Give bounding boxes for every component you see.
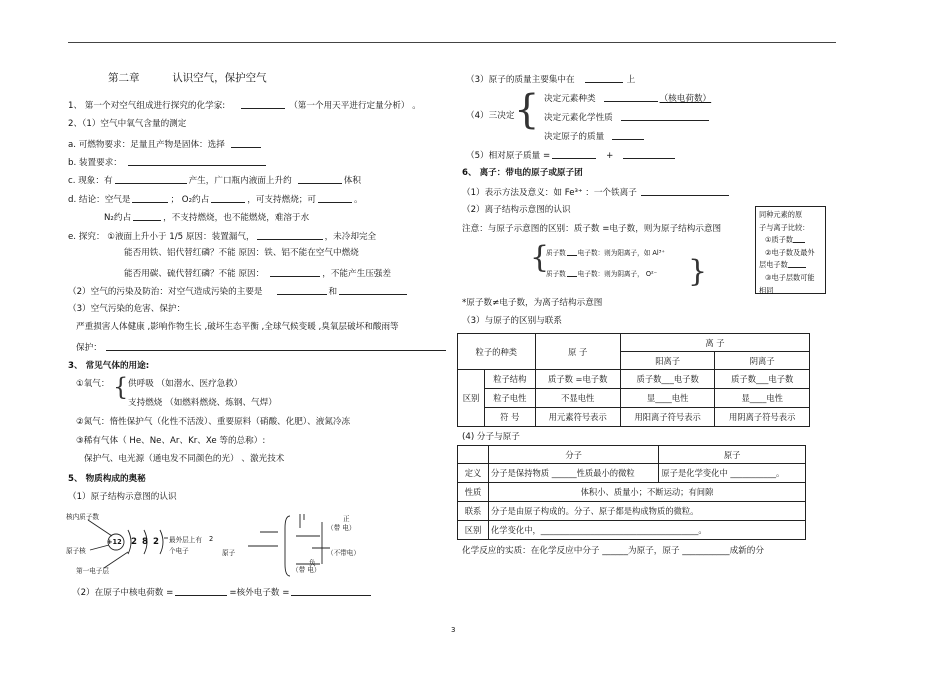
label-negative: 负 [309, 559, 316, 567]
line-5: c. 现象：有 产生，广口瓶内液面上升约 体积 [68, 176, 361, 186]
r-line-7: （1）表示方法及意义：如 Fe³⁺ ：一个铁离子 [462, 186, 729, 199]
line-16: ①氧气： [76, 379, 110, 389]
r-line-4: 决定原子的质量 [544, 130, 644, 143]
r-line-3a: （4）三决定 [466, 111, 515, 121]
line-13: 严重损害人体健康 ,影响作物生长 ,破坏生态平衡 ,全球气候变暖 ,臭氧层破坏和酸雨等 [76, 322, 399, 332]
r-line-13: （3）与原子的区别与联系 [462, 316, 562, 326]
label-outer: 最外层上有 [169, 536, 202, 544]
th-atom-2: 原子 [659, 446, 806, 464]
line-23: （2）在原子中核电荷数 = =核外电子数 = [72, 586, 371, 599]
table-cell: 符 号 [485, 408, 536, 427]
line-17: 支持燃烧 （如燃料燃烧、炼钢、气焊） [128, 398, 277, 408]
line-9: 能否用铁、铝代替红磷？不能 原因：铁、铝不能在空气中燃烧 [124, 248, 359, 258]
line-10: 能否用碳、硫代替红磷？不能 原因： ，不能产生压强差 [124, 269, 391, 279]
table-cell: 体积小、质量小；不断运动；有间隙 [489, 483, 806, 502]
label-neutral: （不带电） [327, 549, 360, 557]
label-negative-paren: （带 电） [292, 566, 321, 574]
th-molecule: 分子 [489, 446, 659, 464]
ion-brace-left: { [530, 240, 550, 275]
th-cation: 阳离子 [620, 352, 715, 370]
line-15: 3、 常见气体的用途: [68, 361, 150, 371]
r-line-8: （2）离子结构示意图的认识 [462, 205, 571, 215]
table-cell: 原子是化学变化中 ___________。 [659, 464, 806, 483]
r-line-2: 决定元素种类 （核电荷数） [544, 94, 712, 104]
table-cell: 分子是由原子构成的。分子、原子都是构成物质的微粒。 [489, 502, 806, 521]
line-4: b. 装置要求： [68, 156, 266, 169]
table-cell: 显____电性 [620, 389, 715, 408]
label-charge: +12 [107, 538, 122, 546]
chapter-title [108, 73, 267, 84]
header-rule [68, 42, 836, 43]
three-decide-brace: { [514, 87, 540, 133]
line-1: 1、 第一个对空气组成进行探究的化学家: （第一个用天平进行定量分析） 。 [68, 101, 421, 111]
table-cell: 显____电性 [715, 389, 810, 408]
line-2: 2、（1）空气中氧气含量的测定 [68, 119, 187, 129]
line-20: 保护气、电光源（通电发不同颜色的光） 、激光技术 [84, 454, 285, 464]
table-cell: 用阳离子符号表示 [620, 408, 715, 427]
th-kind: 粒子的种类 [458, 334, 536, 370]
label-positive-paren: （带 电） [327, 524, 356, 532]
table-cell: 粒子电性 [485, 389, 536, 408]
r-line-6: 6、 离子：带电的原子或原子团 [462, 168, 583, 178]
label-shells: 2 8 2 [131, 537, 160, 547]
line-14: 保护： [76, 341, 446, 354]
r-line-1: （3）原子的质量主要集中在 上 [466, 75, 636, 85]
td-diff: 区别 [458, 370, 485, 427]
table-cell: 用元素符号表示 [535, 408, 620, 427]
table-cell: 质子数 =电子数 [535, 370, 620, 389]
label-nucleus: 原子核 [66, 547, 86, 555]
line-21: 5、 物质构成的奥秘 [68, 474, 146, 484]
table-cell: 质子数___电子数 [620, 370, 715, 389]
oxygen-brace: { [113, 373, 129, 401]
shell-arc-3 [160, 530, 163, 554]
line-3: a. 可燃物要求：足量且产物是固体：选择 [68, 138, 261, 151]
r-line-11: 质子数 电子数：则为阴离子， O²⁻ [546, 270, 658, 278]
table-cell: 定义 [458, 464, 489, 483]
table-cell: 化学变化中，______________________________________。 [489, 521, 806, 540]
label-outer-num: 2 [209, 535, 214, 543]
label-first-layer: 第一电子层 [76, 567, 109, 575]
label-proton: 核内质子数 [66, 513, 99, 521]
table-cell: 分子是保持物质 ______性质最小的微粒 [489, 464, 659, 483]
table-cell: 性质 [458, 483, 489, 502]
r-line-15: 化学反应的实质：在化学反应中分子 ______为原子，原子 ___________成新的分 [462, 546, 764, 556]
line-7: N₂约占 ，不支持燃烧，也不能燃烧，难溶于水 [104, 213, 310, 223]
table-cell: 质子数___电子数 [715, 370, 810, 389]
r-line-5: （5）相对原子质量 = + [466, 149, 675, 162]
ion-compare-note: 同种元素的原 子与离子比较： ①质子数 ②电子数及最外 层电子数 ③电子层数可能 相同 [755, 206, 826, 294]
page-number: 3 [451, 626, 456, 634]
line-19: ③稀有气体（ He、Ne、Ar、Kr、Xe 等的总称）: [76, 436, 266, 446]
line-16b: 供呼吸 （如潜水、医疗急救） [128, 379, 243, 389]
atom-ion-table [457, 333, 810, 427]
r-line-12: *原子数≠电子数，为离子结构示意图 [462, 298, 603, 308]
label-positive: 正 [343, 515, 350, 523]
table-cell: 区别 [458, 521, 489, 540]
th-anion: 阴离子 [715, 352, 810, 370]
r-line-14: (4) 分子与原子 [462, 432, 520, 442]
r-line-3: 决定元素化学性质 [544, 111, 709, 124]
table-cell: 粒子结构 [485, 370, 536, 389]
chapter-num: 第二章 [108, 72, 140, 84]
atom-brace [285, 516, 290, 576]
label-outer-2: 个电子 [169, 547, 189, 555]
ion-brace-right: } [688, 254, 708, 289]
table-cell: 联系 [458, 502, 489, 521]
r-line-9: 注意：与原子示意图的区别：质子数 =电子数，则为原子结构示意图 [462, 224, 722, 234]
chapter-name: 认识空气，保护空气 [172, 72, 267, 84]
line-22: （1）原子结构示意图的认识 [68, 492, 177, 502]
line-12: （3）空气污染的危害、保护： [68, 304, 186, 314]
line-6: d. 结论：空气是 ； O₂约占 ，可支持燃烧；可 。 [68, 195, 363, 205]
table-cell: 不显电性 [535, 389, 620, 408]
th-ion: 离 子 [620, 334, 809, 352]
line-8: e. 探究： ①液面上升小于 1/5 原因：装置漏气， ，未冷却完全 [68, 232, 377, 242]
r-line-10: 质子数 电子数：则为阳离子，如 Al³⁺ [546, 249, 665, 257]
th-atom: 原 子 [535, 334, 620, 370]
line-11: （2）空气的污染及防治：对空气造成污染的主要是 和 [68, 285, 407, 298]
label-atom: 原子 [222, 549, 236, 557]
table-cell: 用阴离子符号表示 [715, 408, 810, 427]
line-18: ②氮气：惰性保护气（化性不活泼）、重要原料（硝酸、化肥）、液氮冷冻 [76, 417, 351, 427]
atom-stub [300, 514, 304, 528]
molecule-atom-table [457, 445, 806, 540]
